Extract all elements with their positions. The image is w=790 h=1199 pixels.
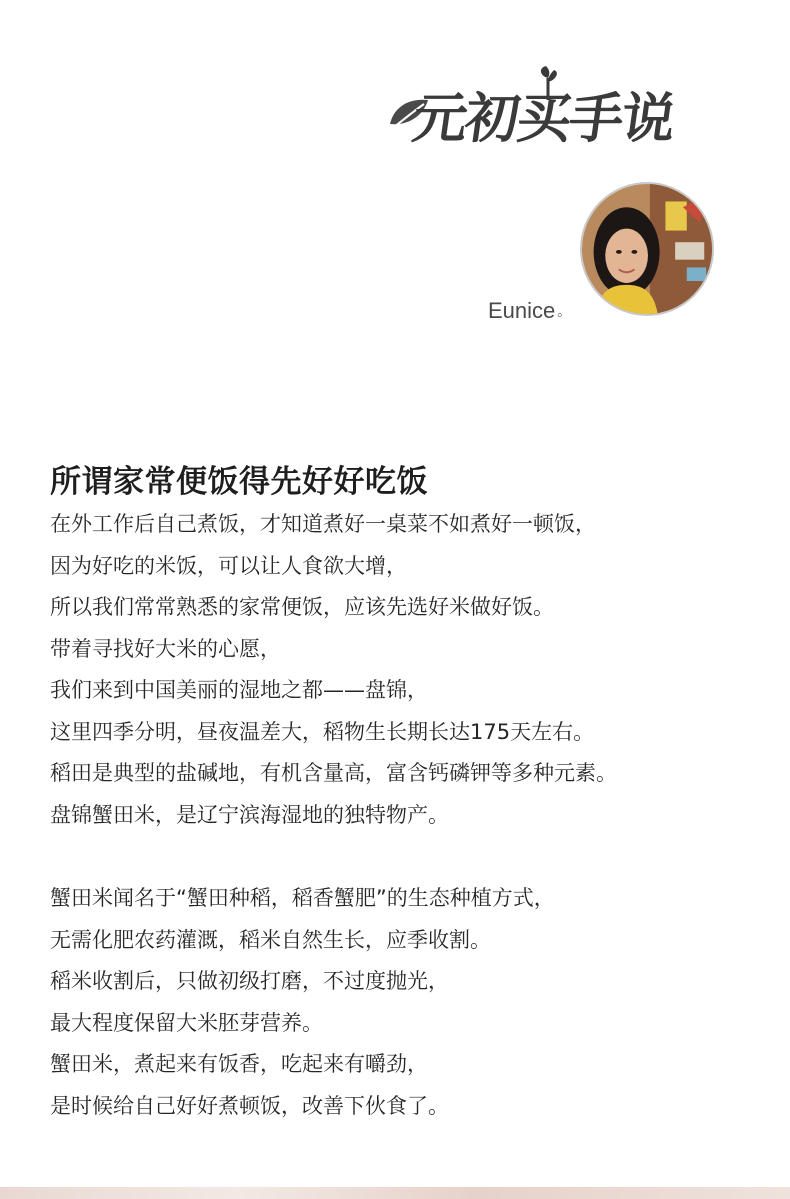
paragraph-line: 蟹田米闻名于“蟹田种稻，稻香蟹肥”的生态种植方式， [50,886,555,910]
author-name [488,298,571,324]
paragraph-1 [50,504,750,836]
paragraph-line: 盘锦蟹田米，是辽宁滨海湿地的独特物产。 [50,802,449,827]
bottom-photo-strip [0,1187,790,1199]
paragraph-line: 我们来到中国美丽的湿地之都——盘锦， [50,678,428,702]
paragraph-2 [50,878,750,1127]
paragraph-line: 稻米收割后，只做初级打磨，不过度抛光， [50,969,449,993]
brand-logo-text: 元初买手说 [409,87,678,150]
paragraph-line: 蟹田米，煮起来有饭香，吃起来有嚼劲， [50,1052,428,1076]
author-name-dot: 。 [557,303,572,319]
paragraph-line: 这里四季分明，昼夜温差大，稻物生长期长达175天左右。 [50,719,595,744]
avatar-photo [582,184,712,314]
article [50,460,750,1127]
paragraph-line: 所以我们常常熟悉的家常便饭，应该先选好米做好饭。 [50,595,554,619]
paragraph-line: 在外工作后自己煮饭，才知道煮好一桌菜不如煮好一顿饭， [50,512,596,536]
paragraph-line: 无需化肥农药灌溉，稻米自然生长，应季收割。 [50,927,491,952]
author-avatar [580,182,714,316]
paragraph-line: 因为好吃的米饭，可以让人食欲大增， [50,553,407,578]
paragraph-line: 是时候给自己好好煮顿饭，改善下伙食了。 [50,1093,449,1118]
article-title: 所谓家常便饭得先好好吃饭 [50,464,428,500]
brand-logo [384,66,724,150]
author-name-text: Eunice [488,298,556,323]
paragraph-line: 稻田是典型的盐碱地，有机含量高，富含钙磷钾等多种元素。 [50,761,617,785]
paragraph-line: 带着寻找好大米的心愿， [50,636,281,661]
paragraph-line: 最大程度保留大米胚芽营养。 [50,1010,323,1035]
